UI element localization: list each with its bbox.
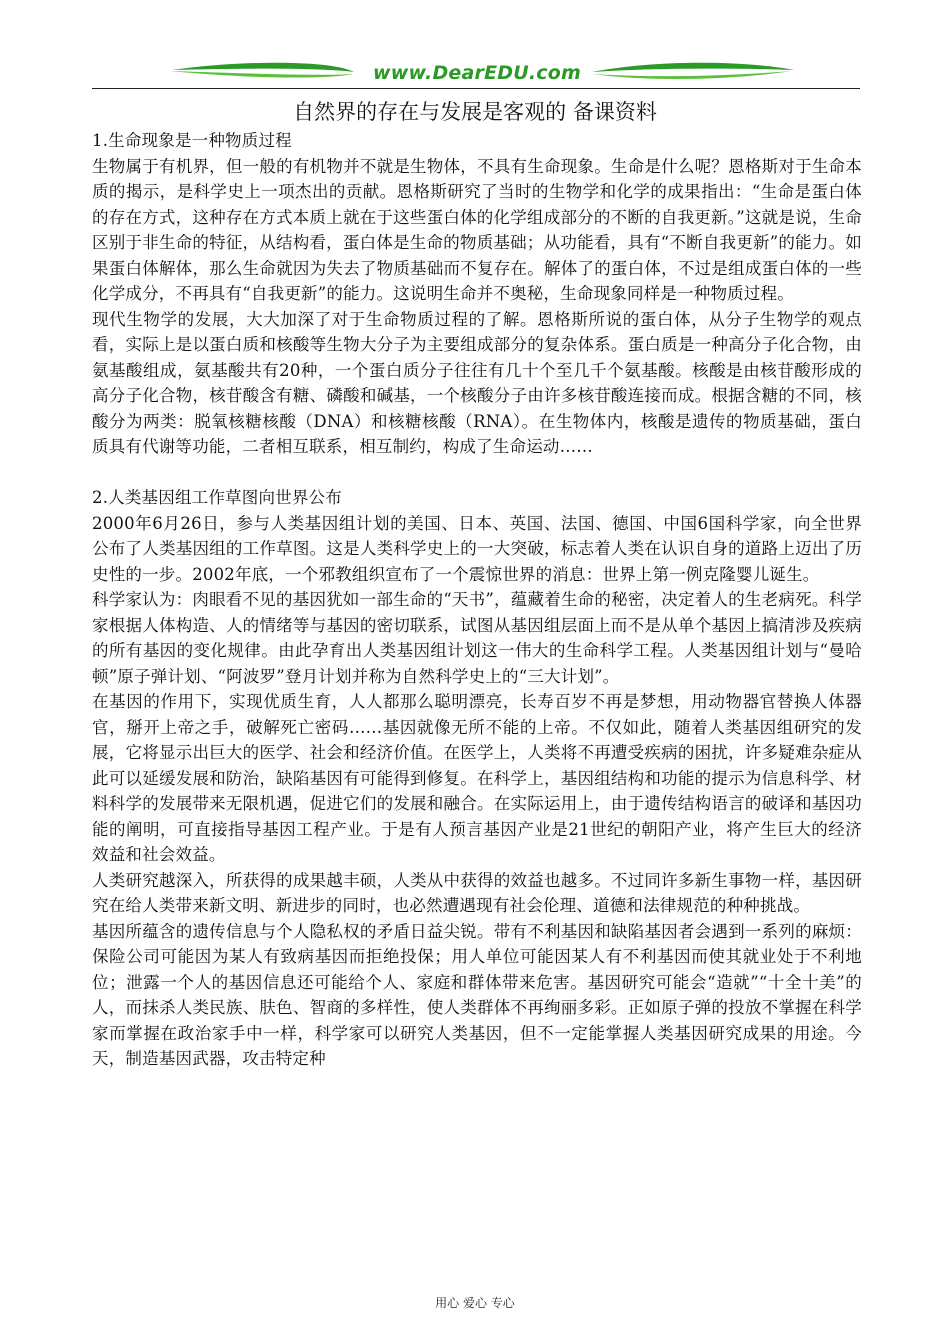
page-title: 自然界的存在与发展是客观的 备课资料: [293, 100, 657, 124]
paragraph: 生物属于有机界，但一般的有机物并不就是生物体，不具有生命现象。生命是什么呢？恩格斯对于生命本质的揭示，是科学史上一项杰出的贡献。恩格斯研究了当时的生物学和化学的成果指出：“生命是蛋白体的存在方式，这种存在方式本质上就在于这些蛋白体的化学组成部分的不断的自我更新。”这就是说，生命区别于非生命的特征，从结构看，蛋白体是生命的物质基础；从功能看，具有“不断自我更新”的能力。如果蛋白体解体，那么生命就因为失去了物质基础而不复存在。解体了的蛋白体，不过是组成蛋白体的一些化学成分，不再具有“自我更新”的能力。这说明生命并不奥秘，生命现象同样是一种物质过程。: [92, 156, 862, 303]
section-heading: 2.人类基因组工作草图向世界公布: [92, 488, 342, 507]
paragraph: 现代生物学的发展，大大加深了对于生命物质过程的了解。恩格斯所说的蛋白体，从分子生物学的观点看，实际上是以蛋白质和核酸等生物大分子为主要组成部分的复杂体系。蛋白质是一种高分子化合物，由氨基酸组成，氨基酸共有20种，一个蛋白质分子往往有几十个至几千个氨基酸。核酸是由核苷酸形成的高分子化合物，核苷酸含有糖、磷酸和碱基，一个核酸分子由许多核苷酸连接而成。根据含糖的不同，核酸分为两类：脱氧核糖核酸（DNA）和核糖核酸（RNA）。在生物体内，核酸是遗传的物质基础，蛋白质具有代谢等功能，二者相互联系，相互制约，构成了生命运动……: [92, 309, 862, 456]
header-divider: [92, 88, 860, 89]
paragraph: 科学家认为：肉眼看不见的基因犹如一部生命的“天书”，蕴藏着生命的秘密，决定着人的生老病死。科学家根据人体构造、人的情绪等与基因的密切联系，试图从基因组层面上而不是从单个基因上搞清涉及疾病的所有基因的变化规律。由此孕育出人类基因组计划这一伟大的生命科学工程。人类基因组计划与“曼哈顿”原子弹计划、“阿波罗”登月计划并称为自然科学史上的“三大计划”。: [92, 590, 862, 686]
site-logo-text[interactable]: www.DearEDU.com: [372, 62, 582, 84]
page-footer: 用心 爱心 专心: [435, 1296, 515, 1310]
paragraph: 人类研究越深入，所获得的成果越丰硕，人类从中获得的效益也越多。不过同许多新生事物一样，基因研究在给人类带来新文明、新进步的同时，也必然遭遇现有社会伦理、道德和法律规范的种种挑战。: [92, 870, 862, 915]
site-header: [92, 58, 862, 92]
document-body: [92, 128, 862, 1072]
section-spacer: [92, 460, 862, 486]
paragraph: 基因所蕴含的遗传信息与个人隐私权的矛盾日益尖锐。带有不利基因和缺陷基因者会遇到一系列的麻烦：保险公司可能因为某人有致病基因而拒绝投保；用人单位可能因某人有不利基因而使其就业处于不利地位；泄露一个人的基因信息还可能给个人、家庭和群体带来危害。基因研究可能会“造就”“十全十美”的人，而抹杀人类民族、肤色、智商的多样性，使人类群体不再绚丽多彩。正如原子弹的投放不掌握在科学家而掌握在政治家手中一样，科学家可以研究人类基因，但不一定能掌握人类基因研究成果的用途。今天，制造基因武器，攻击特定种: [92, 921, 862, 1068]
paragraph: 在基因的作用下，实现优质生育，人人都那么聪明漂亮，长寿百岁不再是梦想，用动物器官替换人体器官，掰开上帝之手，破解死亡密码……基因就像无所不能的上帝。不仅如此，随着人类基因组研究的发展，它将显示出巨大的医学、社会和经济价值。在医学上，人类将不再遭受疾病的困扰，许多疑难杂症从此可以延缓发展和防治，缺陷基因有可能得到修复。在科学上，基因组结构和功能的提示为信息科学、材料科学的发展带来无限机遇，促进它们的发展和融合。在实际运用上，由于遗传结构语言的破译和基因功能的阐明，可直接指导基因工程产业。于是有人预言基因产业是21世纪的朝阳产业，将产生巨大的经济效益和社会效益。: [92, 692, 862, 864]
section-heading: 1.生命现象是一种物质过程: [92, 131, 292, 150]
paragraph: 2000年6月26日，参与人类基因组计划的美国、日本、英国、法国、德国、中国6国科学家，向全世界公布了人类基因组的工作草图。这是人类科学史上的一大突破，标志着人类在认识自身的道路上迈出了历史性的一步。2002年底，一个邪教组织宣布了一个震惊世界的消息：世界上第一例克隆婴儿诞生。: [92, 513, 862, 584]
